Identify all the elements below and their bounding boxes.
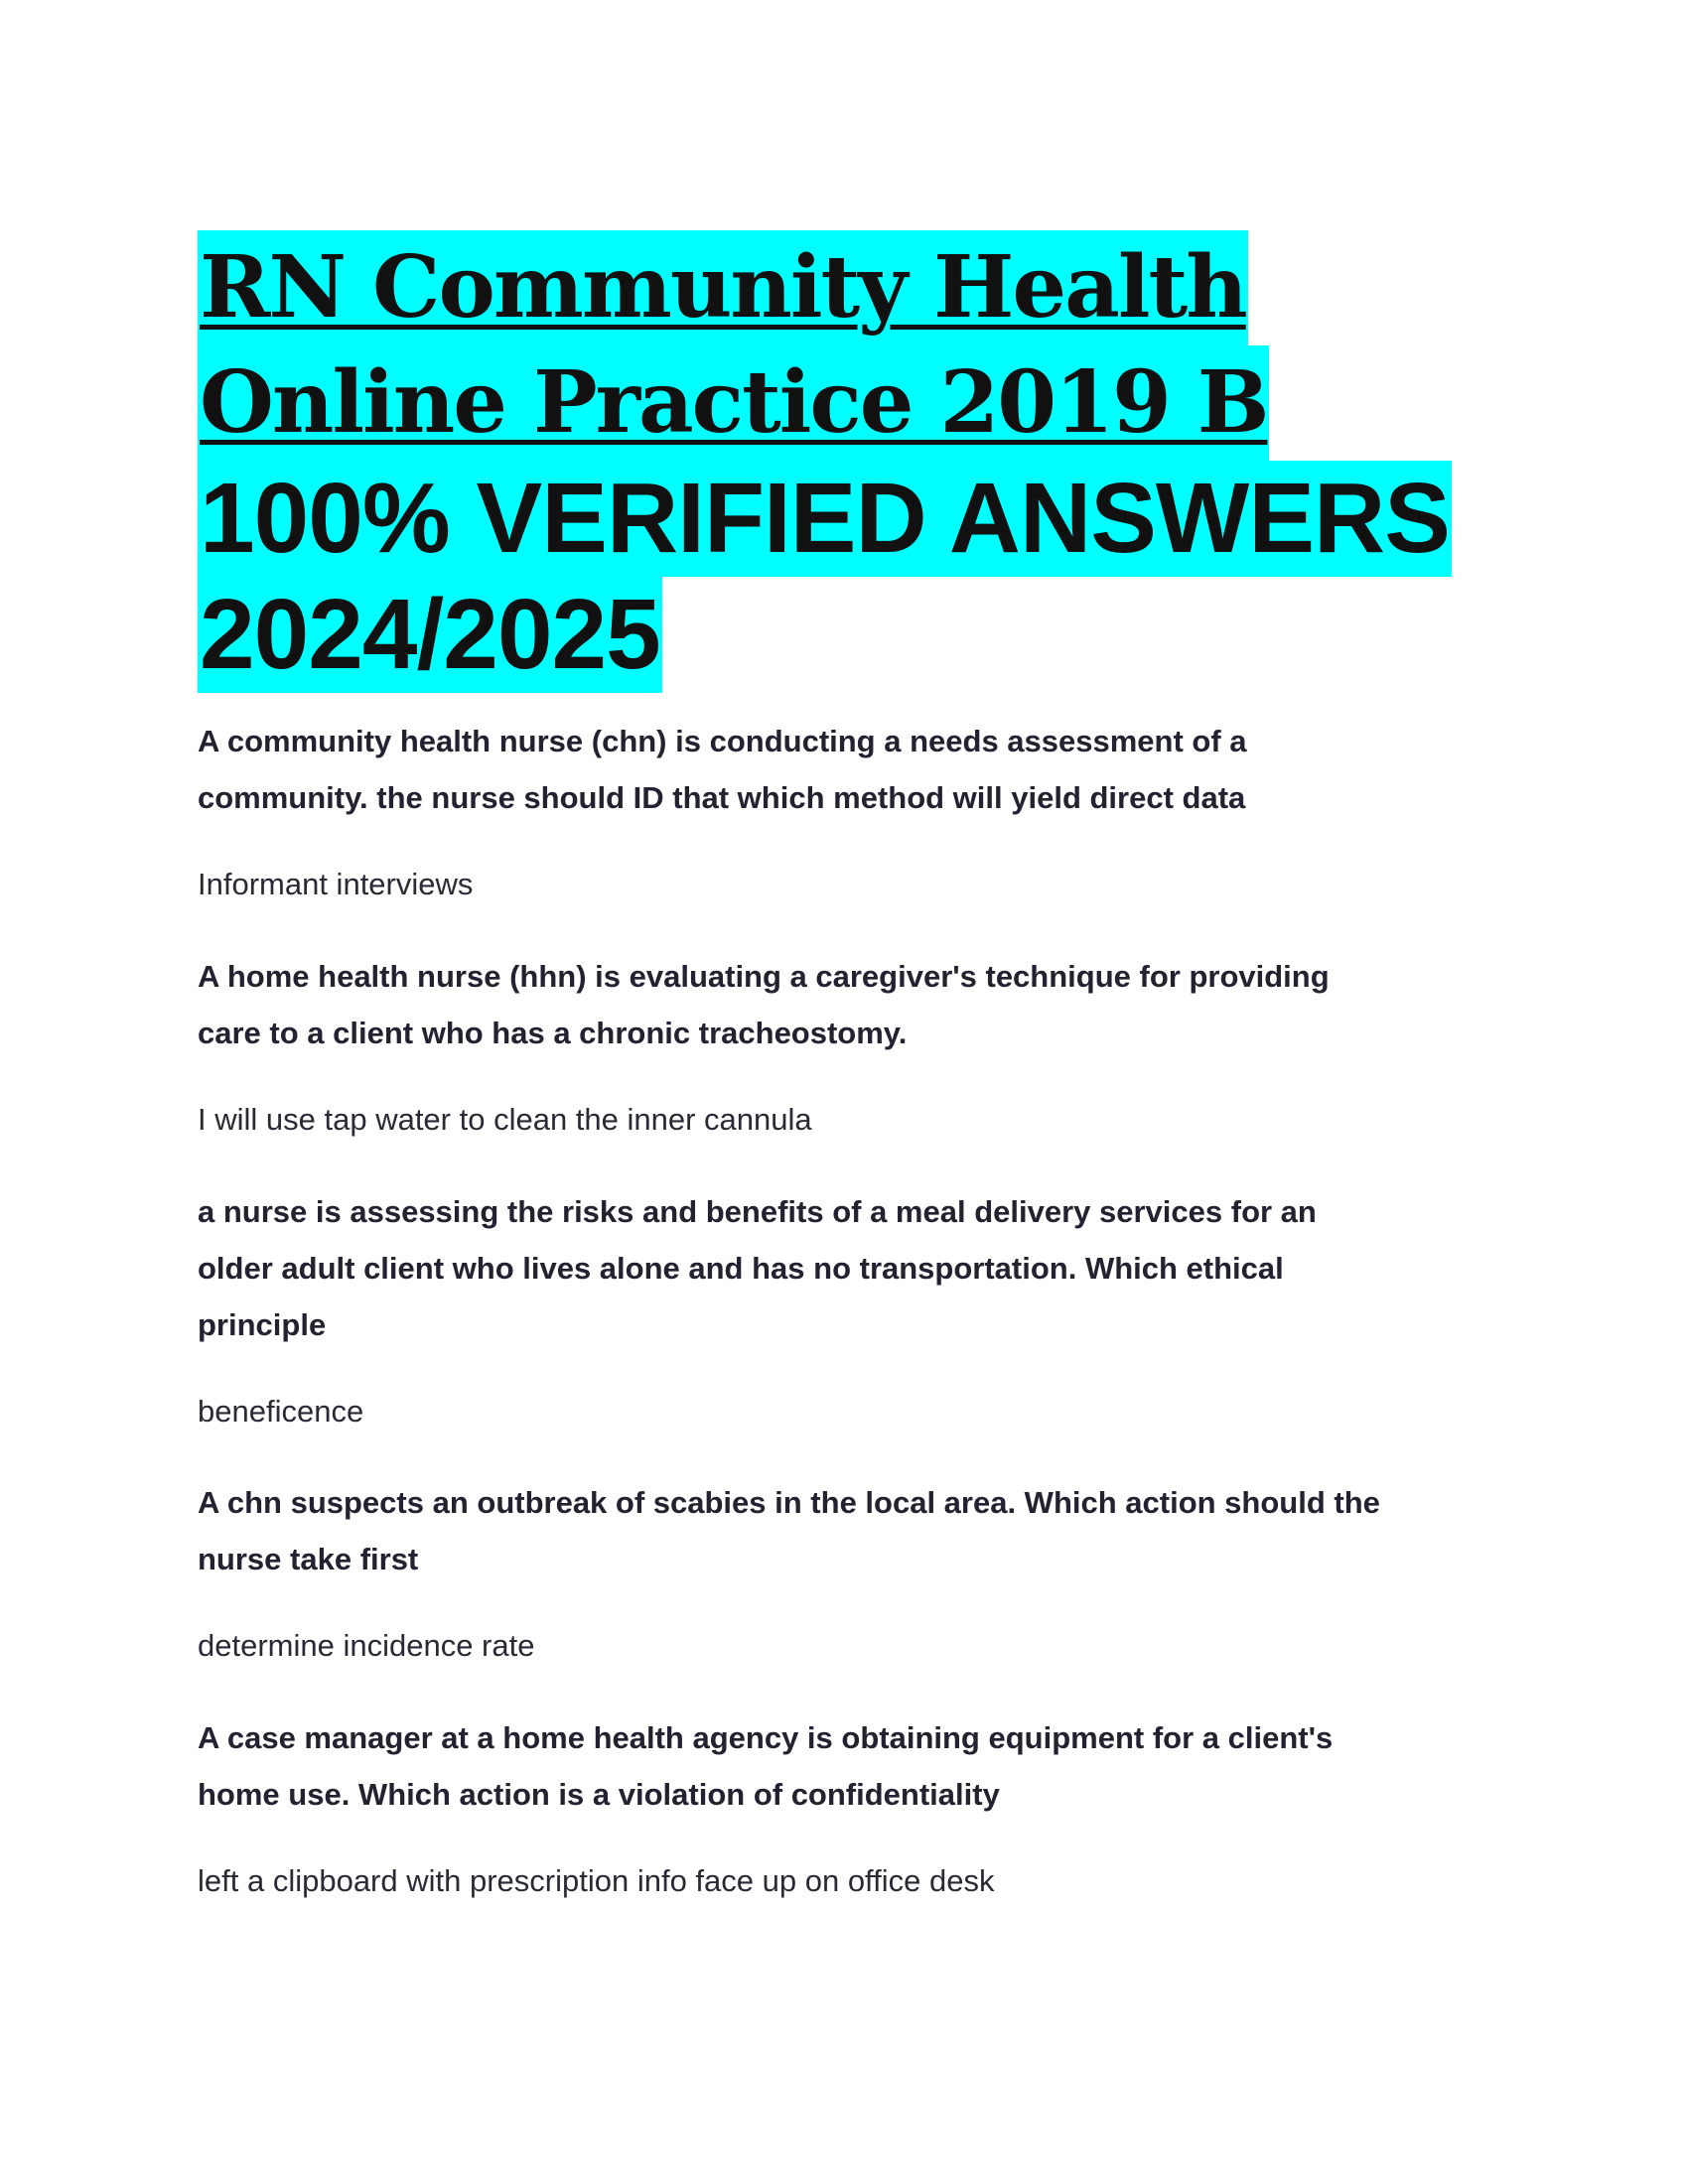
title-line-3: 100% VERIFIED ANSWERS: [198, 461, 1452, 577]
question-1: A community health nurse (chn) is conducting a needs assessment of a community. the nurse should ID that which method will yield direct data: [198, 724, 1247, 815]
qa-item-4: [198, 1474, 1488, 1587]
question-3: a nurse is assessing the risks and benefits of a meal delivery services for an older adult client who lives alone and has no transportation. Which ethical principle: [198, 1194, 1317, 1342]
document-title: [198, 230, 1508, 693]
question-4: A chn suspects an outbreak of scabies in the local area. Which action should the nurse take first: [198, 1485, 1380, 1576]
qa-item-3: [198, 1183, 1488, 1353]
title-line-1: RN Community Health: [198, 230, 1248, 345]
answer-1: Informant interviews: [198, 867, 474, 901]
answer-3: beneficence: [198, 1394, 364, 1429]
title-line-2: Online Practice 2019 B: [198, 345, 1269, 461]
title-line-4: 2024/2025: [198, 577, 662, 693]
answer-3-block: [198, 1383, 1488, 1439]
qa-item-1: [198, 713, 1488, 826]
qa-item-2: [198, 948, 1488, 1061]
answer-5: left a clipboard with prescription info face up on office desk: [198, 1863, 995, 1898]
question-2: A home health nurse (hhn) is evaluating a caregiver's technique for providing care to a client who has a chronic tracheostomy.: [198, 959, 1330, 1050]
answer-1-block: [198, 856, 1488, 912]
answer-2: I will use tap water to clean the inner cannula: [198, 1102, 812, 1137]
qa-item-5: [198, 1709, 1488, 1823]
answer-2-block: [198, 1091, 1488, 1148]
answer-4: determine incidence rate: [198, 1628, 535, 1663]
answer-4-block: [198, 1617, 1488, 1674]
answer-5-block: [198, 1852, 1488, 1909]
question-5: A case manager at a home health agency is obtaining equipment for a client's home use. Which action is a violation of confidentiality: [198, 1720, 1334, 1812]
